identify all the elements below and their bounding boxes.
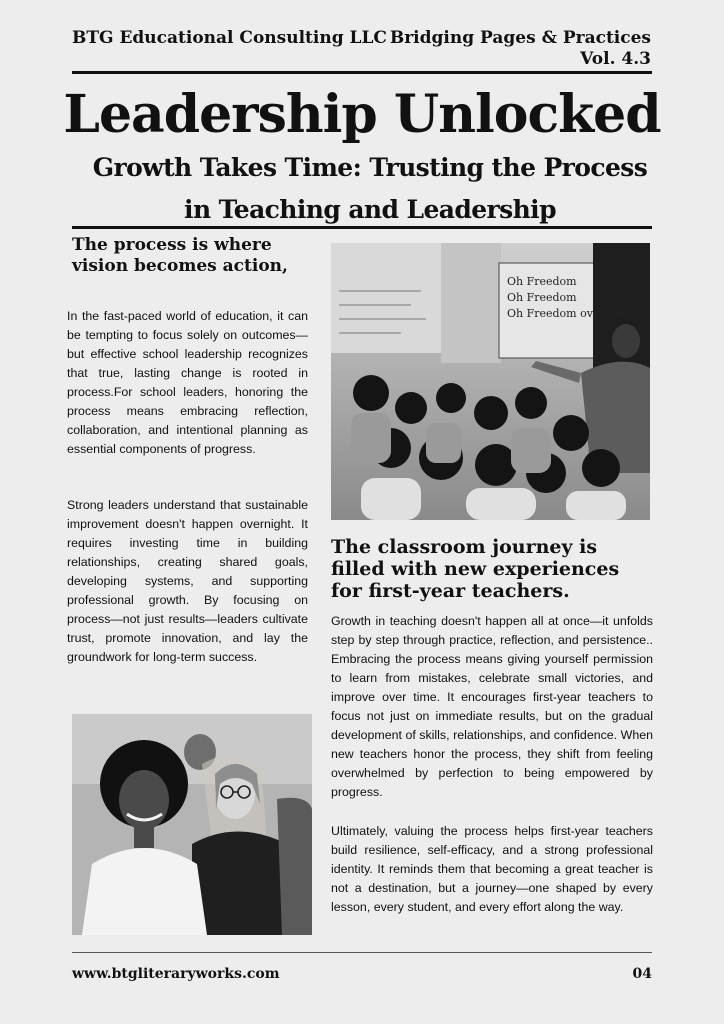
organization-name: BTG Educational Consulting LLC bbox=[72, 28, 387, 48]
chalkboard-line-2: Oh Freedom bbox=[507, 291, 577, 304]
series-name: Bridging Pages & Practices bbox=[389, 28, 651, 48]
pull-quote: The process is where vision becomes action, bbox=[72, 235, 288, 276]
teachers-photo-art bbox=[72, 714, 312, 935]
subtitle-line-2: in Teaching and Leadership bbox=[184, 195, 556, 224]
classroom-photo bbox=[331, 243, 650, 520]
volume-number: Vol. 4.3 bbox=[580, 49, 651, 69]
website-link[interactable]: www.btgliteraryworks.com bbox=[72, 966, 280, 982]
classroom-photo-art bbox=[331, 243, 650, 520]
page-subtitle bbox=[60, 147, 680, 231]
page-title: Leadership Unlocked bbox=[63, 84, 661, 145]
page-number: 04 bbox=[632, 966, 652, 982]
chalkboard-line-3: Oh Freedom over me bbox=[507, 307, 626, 320]
title-rule bbox=[72, 226, 652, 229]
right-heading: The classroom journey is filled with new experiences for first-year teachers. bbox=[331, 536, 620, 602]
teachers-photo bbox=[72, 714, 312, 935]
subtitle-line-1: Growth Takes Time: Trusting the Process bbox=[92, 153, 648, 182]
left-paragraph-2: Strong leaders understand that sustainable improvement doesn't happen overnight. It requires investing time in building relationships, creating shared goals, developing systems, and supporting professional growth. By focusing on process—not just results—leaders cultivate trust, promote innovation, and lay the groundwork for long-term success. bbox=[67, 498, 308, 664]
footer-rule bbox=[72, 952, 652, 953]
right-paragraph-2: Ultimately, valuing the process helps first-year teachers build resilience, self-efficacy, and a strong professional identity. It reminds them that becoming a great teacher is not a destination, but a journey—one shaped by every lesson, every student, and every effort along the way. bbox=[331, 824, 653, 914]
chalkboard-line-1: Oh Freedom bbox=[507, 275, 577, 288]
left-paragraph-1: In the fast-paced world of education, it can be tempting to focus solely on outcomes—but effective school leadership recognizes that true, lasting change is rooted in process.For school leaders, honoring the process means embracing reflection, collaboration, and intentional planning as essential components of progress. bbox=[67, 309, 308, 456]
header-rule bbox=[72, 71, 652, 74]
series-info bbox=[390, 28, 651, 70]
right-paragraph-1: Growth in teaching doesn't happen all at once—it unfolds step by step through practice, reflection, and persistence.. Embracing the process means giving yourself permission to learn from mistakes, celebrate small victories, and improve over time. It encourages first-year teachers to focus not just on immediate results, but on the gradual development of skills, relationships, and confidence. When new teachers honor the process, they shift from feeling overwhelmed by perfection to being empowered by progress. bbox=[331, 614, 653, 799]
